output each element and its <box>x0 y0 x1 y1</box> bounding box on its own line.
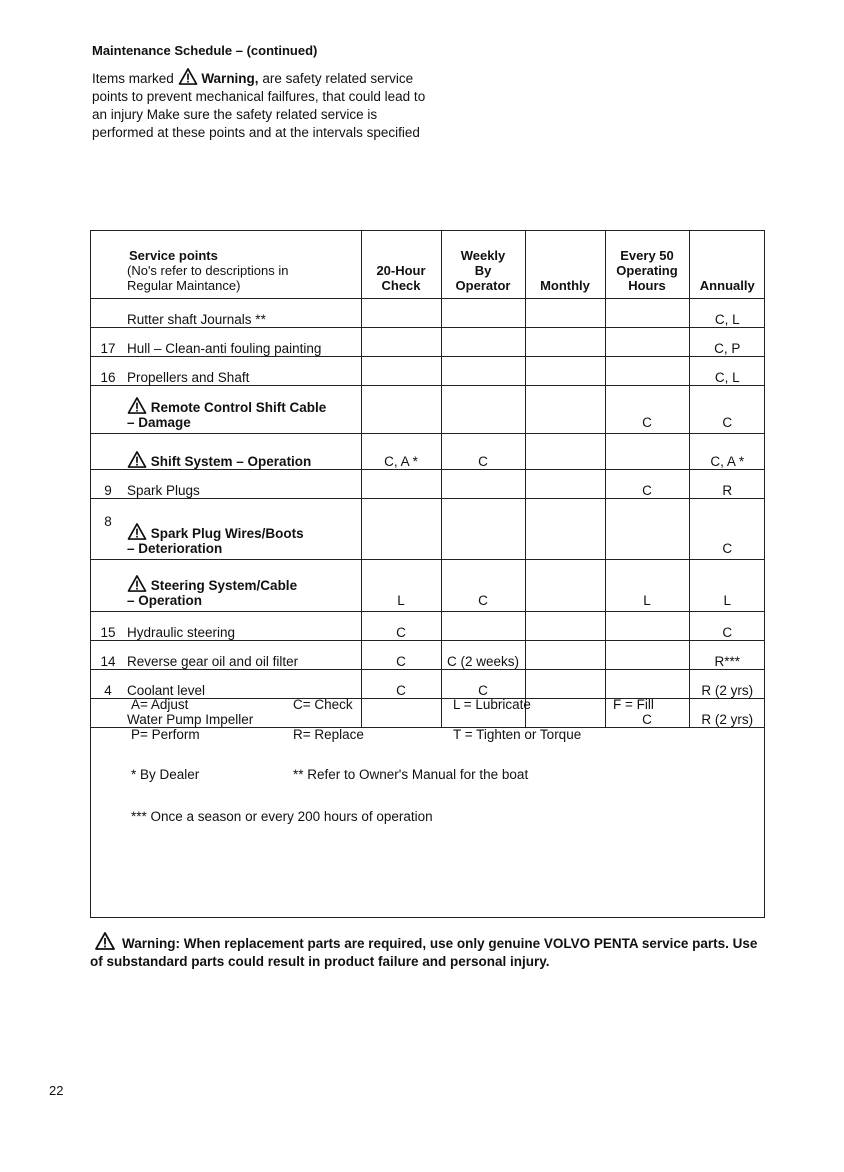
intro-before: Items marked <box>92 71 174 86</box>
table-row: 15 Hydraulic steering C C <box>91 612 765 641</box>
warning-triangle-icon <box>127 397 147 414</box>
warning-triangle-icon <box>127 575 147 592</box>
table-row: Rutter shaft Journals ** C, L <box>91 299 765 328</box>
header-monthly: Monthly <box>525 231 605 299</box>
table-row: 17 Hull – Clean-anti fouling painting C, P <box>91 328 765 357</box>
legend-once-season: *** Once a season or every 200 hours of operation <box>131 809 433 824</box>
footer-warning: Warning: When replacement parts are required, use only genuine VOLVO PENTA service parts. Use of substandard parts could result in product failure and personal injury. <box>90 932 770 971</box>
intro-warning-word: Warning, <box>201 71 259 86</box>
legend-replace: R= Replace <box>293 727 364 742</box>
table-row: Remote Control Shift Cable – Damage C C <box>91 386 765 434</box>
table-row: 9 Spark Plugs C R <box>91 470 765 499</box>
table-row: 8 Spark Plug Wires/Boots – Deterioration C <box>91 499 765 560</box>
intro-paragraph <box>92 68 432 142</box>
header-service-points: Service points (No's refer to descriptions in Regular Maintance) <box>125 231 361 299</box>
page-heading: Maintenance Schedule – (continued) <box>92 43 318 58</box>
legend-owners-manual: ** Refer to Owner's Manual for the boat <box>293 767 529 782</box>
legend-lubricate: L = Lubricate <box>453 697 531 712</box>
header-every-50: Every 50 Operating Hours <box>605 231 689 299</box>
legend-adjust: A= Adjust <box>131 697 189 712</box>
legend-fill: F = Fill <box>613 697 654 712</box>
legend-perform: P= Perform <box>131 727 200 742</box>
table-row: 4 Coolant level C C R (2 yrs) <box>91 670 765 699</box>
warning-triangle-icon <box>127 451 147 468</box>
warning-triangle-icon <box>127 523 147 540</box>
table-row: 14 Reverse gear oil and oil filter C C (2 weeks) R*** <box>91 641 765 670</box>
warning-triangle-icon <box>94 932 116 950</box>
legend-by-dealer: * By Dealer <box>131 767 200 782</box>
header-20-hour: 20-Hour Check <box>361 231 441 299</box>
warning-triangle-icon <box>178 68 198 85</box>
maintenance-schedule-table <box>90 230 765 918</box>
table-row: Shift System – Operation C, A * C C, A * <box>91 434 765 470</box>
legend-check: C= Check <box>293 697 353 712</box>
header-weekly: Weekly By Operator <box>441 231 525 299</box>
table-header-row <box>91 231 765 299</box>
intro-after: are safety related service points to prevent mechanical failfures, that could lead to an injury Make sure the safety related service is performed at these points and at the intervals specified <box>92 71 426 140</box>
table-row: Water Pump Impeller C R (2 yrs) <box>91 699 765 728</box>
page-number: 22 <box>49 1083 64 1098</box>
table-row: Steering System/Cable – Operation L C L L <box>91 560 765 612</box>
table-row: 16 Propellers and Shaft C, L <box>91 357 765 386</box>
legend <box>131 697 751 839</box>
header-annually: Annually <box>689 231 765 299</box>
legend-tighten: T = Tighten or Torque <box>453 727 582 742</box>
